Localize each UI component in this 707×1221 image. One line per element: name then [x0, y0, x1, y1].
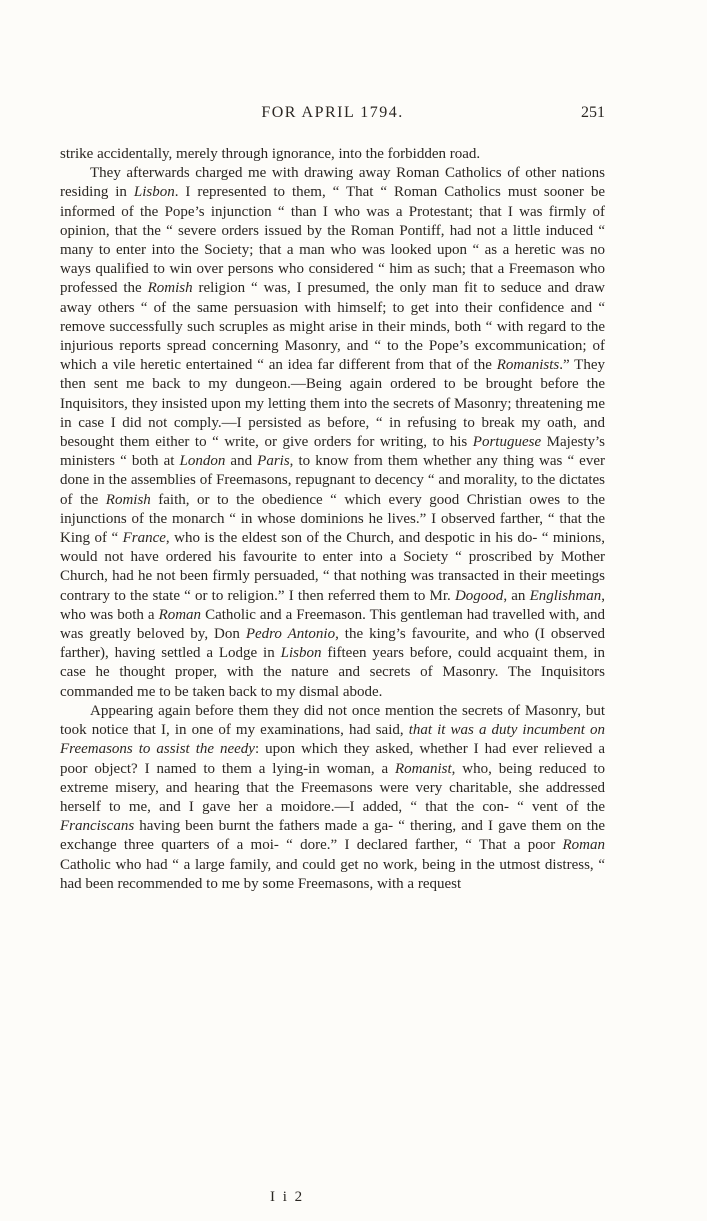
signature-mark: I i 2 — [270, 1189, 305, 1205]
paragraph-p2: Appearing again before them they did not once mention the secrets of Masonry, but took notice that I, in one of my examinations, had said, that it was a duty incumbent on Freemasons to assist the needy: upon which they asked, whether I had ever relieved a poor object? I named to them a lying-in woman, a Romanist, who, being reduced to extreme misery, and hearing that the Freemasons were very charitable, she addressed herself to me, and I gave her a moidore.—I added, “ that the con- “ vent of the Franciscans having been burnt the fathers made a ga- “ thering, and I gave them on the exchange three quarters of a moi- “ dore.” I declared farther, “ That a poor Roman Catholic who had “ a large family, and could get no work, being in the utmost distress, “ had been recommended to me by some Freemasons, with a request — [60, 702, 605, 892]
body-text — [60, 145, 605, 894]
running-header — [60, 104, 605, 128]
paragraph-p0: strike accidentally, merely through ignorance, into the forbidden road. — [60, 146, 481, 162]
page-number: 251 — [581, 104, 605, 121]
paragraph-p1: They afterwards charged me with drawing away Roman Catholics of other nations residing in Lisbon. I represented to them, “ That “ Roman Catholics must sooner be informed of the Pope’s injunction “ than I who was a Protestant; that I was firmly of opinion, that the “ severe orders issued by the Roman Pontiff, had not a little induced “ many to enter into the Society; that a man who was looked upon “ as a heretic was no ways qualified to win over persons who considered “ him as such; that a Freemason who professed the Romish religion “ was, I presumed, the only man fit to seduce and draw away others “ of the same persuasion with himself; to get into their confidence and “ remove successfully such scruples as might arise in their minds, both “ with regard to the injurious reports spread concerning Masonry, and “ to the Pope’s excommunication; of which a vile heretic entertained “ an idea far different from that of the Romanists.” They then sent me back to my dungeon.—Being again ordered to be brought before the Inquisitors, they insisted upon my letting them into the secrets of Masonry; threatening me in case I did not comply.—I persisted as before, “ in refusing to break my oath, and besought them either to “ write, or give orders for writing, to his Portuguese Majesty’s ministers “ both at London and Paris, to know from them whether any thing was “ ever done in the assemblies of Freemasons, repugnant to decency “ and morality, to the dictates of the Romish faith, or to the obedience “ which every good Christian owes to the injunctions of the monarch “ in whose dominions he lives.” I observed farther, “ that the King of “ France, who is the eldest son of the Church, and despotic in his do- “ minions, would not have ordered his favourite to enter into a Society “ proscribed by Mother Church, had he not been firmly persuaded, “ that nothing was transacted in their meetings contrary to the state “ or to religion.” I then referred them to Mr. Dogood, an Englishman, who was both a Roman Catholic and a Freemason. This gentleman had travelled with, and was greatly beloved by, Don Pedro Antonio, the king’s favourite, and who (I observed farther), having settled a Lodge in Lisbon fifteen years before, could acquaint them, in case he thought proper, with the nature and secrets of Masonry. The Inquisitors commanded me to be taken back to my dismal abode. — [60, 165, 606, 700]
running-title: FOR APRIL 1794. — [261, 104, 404, 121]
